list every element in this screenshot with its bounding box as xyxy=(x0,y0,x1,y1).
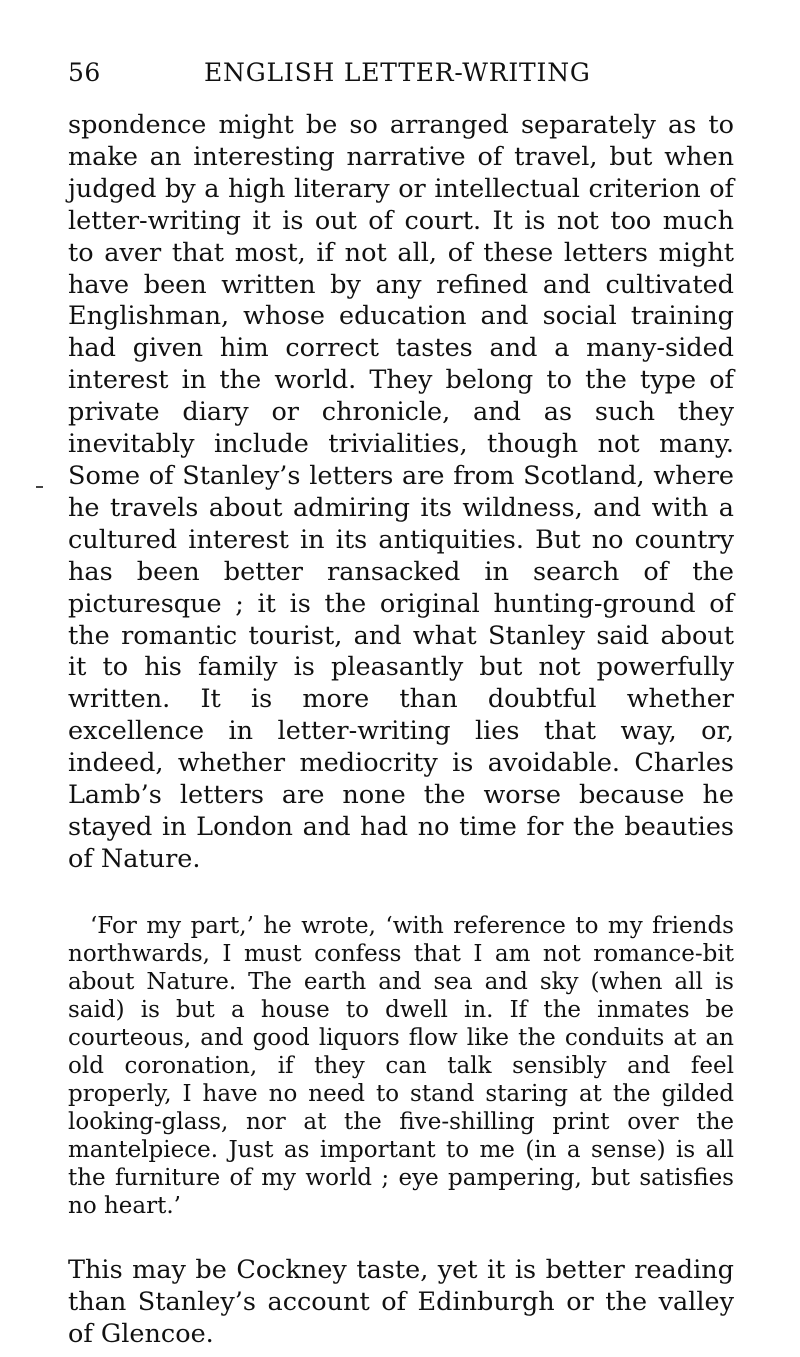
page-number: 56 xyxy=(68,58,101,87)
running-head xyxy=(68,58,733,92)
margin-mark xyxy=(36,486,43,488)
paragraph-main: spondence might be so arranged separately as to make an interesting narrative of travel, but when judged by a high literary or intellectual criterion of letter-writing it is out of court. It is not too much to aver that most, if not all, of these letters might have been written by any refined and cultivated Englishman, whose education and social training had given him correct tastes and a many-sided interest in the world. They belong to the type of private diary or chronicle, and as such they inevitably include trivialities, though not many. Some of Stanley’s letters are from Scotland, where he travels about admiring its wildness, and with a cultured interest in its antiquities. But no country has been better ransacked in search of the picturesque ; it is the original hunting-ground of the romantic tourist, and what Stanley said about it to his family is pleasantly but not powerfully written. It is more than doubtful whether excellence in letter-writing lies that way, or, indeed, whether mediocrity is avoidable. Charles Lamb’s letters are none the worse because he stayed in London and had no time for the beauties of Nature. xyxy=(68,110,734,874)
body-text xyxy=(68,110,734,1350)
paragraph-closing: This may be Cockney taste, yet it is better reading than Stanley’s account of Edinburgh or the valley of Glencoe. xyxy=(68,1254,734,1349)
running-title: ENGLISH LETTER-WRITING xyxy=(204,58,591,87)
block-quotation: ‘For my part,’ he wrote, ‘with reference to my friends northwards, I must confess that I am not romance-bit about Nature. The earth and sea and sky (when all is said) is but a house to dwell in. If the inmates be courteous, and good liquors flow like the conduits at an old coronation, if they can talk sensibly and feel properly, I have no need to stand staring at the gilded looking-glass, nor at the five-shilling print over the mantelpiece. Just as important to me (in a sense) is all the furniture of my world ; eye pampering, but satisfies no heart.’ xyxy=(68,912,734,1219)
